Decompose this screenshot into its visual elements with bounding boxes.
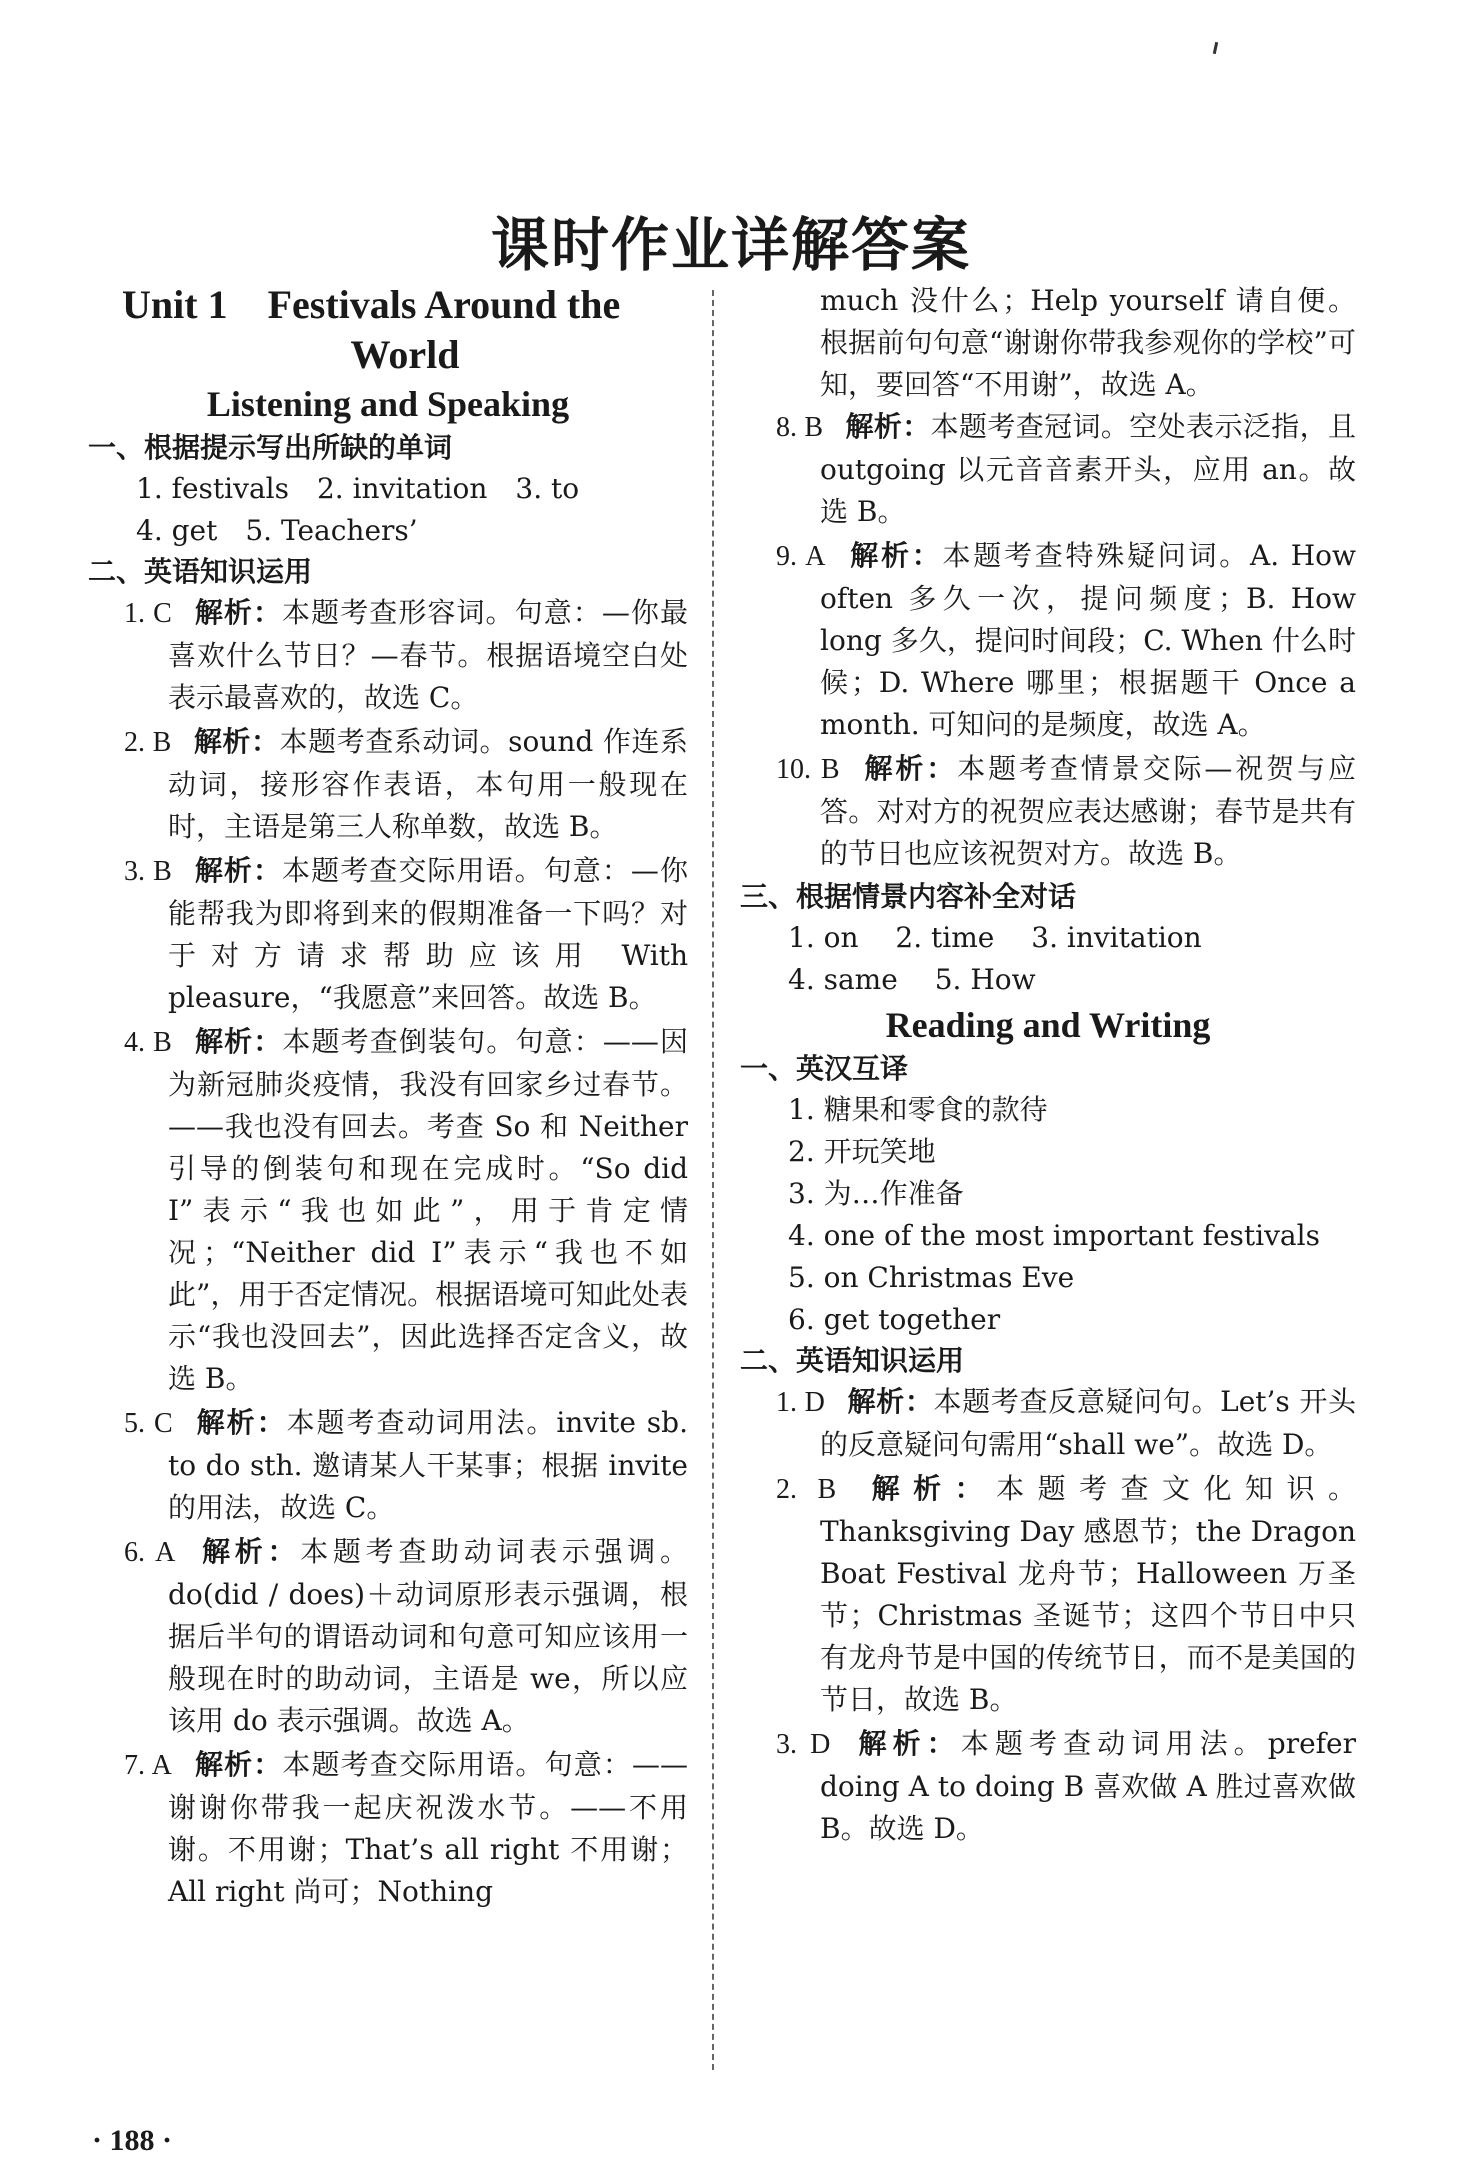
answer-number: 7. A xyxy=(124,1750,172,1781)
answer-number: 2. B xyxy=(776,1474,837,1505)
analysis-tag: 解析： xyxy=(194,1406,287,1439)
answer-item xyxy=(88,850,688,1019)
answer-item xyxy=(88,1744,688,1913)
translation-line: 4. one of the most important festivals xyxy=(788,1219,1320,1252)
part3-heading: 三、根据情景内容补全对话 xyxy=(740,880,1077,913)
answer-item xyxy=(740,1381,1356,1466)
part2-heading: 二、英语知识运用 xyxy=(88,555,313,588)
page-title: 课时作业详解答案 xyxy=(490,211,971,279)
answer-number: 10. B xyxy=(776,754,840,785)
answer-number: 3. D xyxy=(776,1729,831,1760)
answer-text: 本题考查冠词。空处表示泛指，且 outgoing 以元音音素开头，应用 an。故选 B。 xyxy=(820,410,1356,528)
answer-number: 3. B xyxy=(124,856,172,887)
stray-mark xyxy=(1213,42,1218,54)
answer-number: 2. B xyxy=(124,727,172,758)
analysis-tag: 解析： xyxy=(858,1472,997,1505)
answer-text: 本题考查反意疑问句。Let’s 开头的反意疑问句需用“shall we”。故选 D。 xyxy=(820,1385,1356,1461)
analysis-tag: 解析： xyxy=(845,410,931,443)
answer-item xyxy=(88,1402,688,1529)
answer-text: 本题考查倒装句。句意：——因为新冠肺炎疫情，我没有回家乡过春节。——我也没有回去。考查 So 和 Neither 引导的倒装句和现在完成时。“So did I”表示“我也如此”，用于肯定情况；“Neither did I”表示“我也不如此”，用于否定情况。根据语境可知此处表示“我也没回去”，因此选择否定含义，故选 B。 xyxy=(168,1025,688,1395)
answer-text: 本题考查系动词。sound 作连系动词，接形容作表语，本句用一般现在时，主语是第三人称单数，故选 B。 xyxy=(168,725,688,843)
part1-line: 4. get 5. Teachers’ xyxy=(136,514,418,547)
answer-number: 4. B xyxy=(124,1027,172,1058)
answer-text: 本题考查交际用语。句意：—你能帮我为即将到来的假期准备一下吗？对于对方请求帮助应该用 With pleasure，“我愿意”来回答。故选 B。 xyxy=(168,854,688,1014)
left-column xyxy=(88,280,688,1915)
answer-text: 本题考查交际用语。句意：——谢谢你带我一起庆祝泼水节。——不用谢。不用谢；That’s all right 不用谢；All right 尚可；Nothing xyxy=(168,1748,688,1908)
answer-number: 1. D xyxy=(776,1387,825,1418)
answer-item xyxy=(740,406,1356,533)
section-title-listening-speaking: Listening and Speaking xyxy=(206,384,570,424)
answer-text: 本题考查情景交际—祝贺与应答。对对方的祝贺应表达感谢；春节是共有的节日也应该祝贺对方。故选 B。 xyxy=(820,752,1356,870)
answer-continuation: much 没什么；Help yourself 请自便。根据前句句意“谢谢你带我参观你的学校”可知，要回答“不用谢”，故选 A。 xyxy=(820,284,1356,401)
part3-line: 4. same 5. How xyxy=(788,963,1036,996)
analysis-tag: 解析： xyxy=(861,752,958,785)
answer-number: 9. A xyxy=(776,541,826,572)
answer-number: 8. B xyxy=(776,412,824,443)
translation-line: 3. 为…作准备 xyxy=(788,1177,964,1210)
unit-title-line2: World xyxy=(350,332,460,377)
right-column xyxy=(740,280,1356,1852)
answer-item xyxy=(88,592,688,719)
answer-number: 1. C xyxy=(124,598,172,629)
page-number: · 188 · xyxy=(92,2124,173,2157)
answer-item xyxy=(740,535,1356,746)
translation-line: 1. 糖果和零食的款待 xyxy=(788,1093,1048,1126)
answer-text: 本题考查动词用法。prefer doing A to doing B 喜欢做 A 胜过喜欢做 B。故选 D。 xyxy=(820,1727,1356,1845)
analysis-tag: 解析： xyxy=(197,1535,301,1568)
answer-item xyxy=(740,748,1356,875)
analysis-tag: 解析： xyxy=(193,854,283,887)
answer-text: 本题考查动词用法。invite sb. to do sth. 邀请某人干某事；根据 invite 的用法，故选 C。 xyxy=(168,1406,688,1524)
answer-text: 本题考查助动词表示强调。do(did / does)＋动词原形表示强调，根据后半句的谓语动词和句意可知应该用一般现在时的助动词，主语是 we，所以应该用 do 表示强调。故选 A。 xyxy=(168,1535,688,1737)
answer-number: 6. A xyxy=(124,1537,176,1568)
translation-line: 5. on Christmas Eve xyxy=(788,1261,1075,1294)
answer-number: 5. C xyxy=(124,1408,173,1439)
rw-part2-heading: 二、英语知识运用 xyxy=(740,1344,965,1377)
part1-heading: 一、根据提示写出所缺的单词 xyxy=(88,431,453,464)
unit-title-line1: Unit 1 Festivals Around the xyxy=(122,282,621,327)
unit-title xyxy=(122,280,688,380)
answer-item xyxy=(740,1723,1356,1850)
analysis-tag: 解析： xyxy=(847,539,943,572)
translation-line: 6. get together xyxy=(788,1303,1001,1336)
section-title-reading-writing: Reading and Writing xyxy=(885,1005,1211,1045)
analysis-tag: 解析： xyxy=(852,1727,961,1760)
part1-line: 1. festivals 2. invitation 3. to xyxy=(136,472,580,505)
analysis-tag: 解析： xyxy=(193,1748,283,1781)
answer-item xyxy=(88,1021,688,1400)
answer-text: 本题考查特殊疑问词。A. How often 多久一次，提问频度；B. How long 多久，提问时间段；C. When 什么时候；D. Where 哪里；根据题干 Once a month. 可知问的是频度，故选 A。 xyxy=(820,539,1356,741)
answer-item xyxy=(88,721,688,848)
analysis-tag: 解析： xyxy=(846,1385,934,1418)
answer-text: 本题考查文化知识。Thanksgiving Day 感恩节；the Dragon Boat Festival 龙舟节；Halloween 万圣节；Christmas 圣诞节；这四个节日中只有龙舟节是中国的传统节日，而不是美国的节日，故选 B。 xyxy=(820,1472,1356,1716)
answer-item xyxy=(88,1531,688,1742)
translation-line: 2. 开玩笑地 xyxy=(788,1135,936,1168)
rw-part1-heading: 一、英汉互译 xyxy=(740,1052,909,1085)
answer-text: 本题考查形容词。句意：—你最喜欢什么节日？—春节。根据语境空白处表示最喜欢的，故选 C。 xyxy=(168,596,688,714)
analysis-tag: 解析： xyxy=(193,1025,283,1058)
analysis-tag: 解析： xyxy=(193,725,280,758)
column-divider xyxy=(712,290,714,2070)
answer-item xyxy=(740,1468,1356,1721)
analysis-tag: 解析： xyxy=(193,596,283,629)
part3-line: 1. on 2. time 3. invitation xyxy=(788,921,1202,954)
